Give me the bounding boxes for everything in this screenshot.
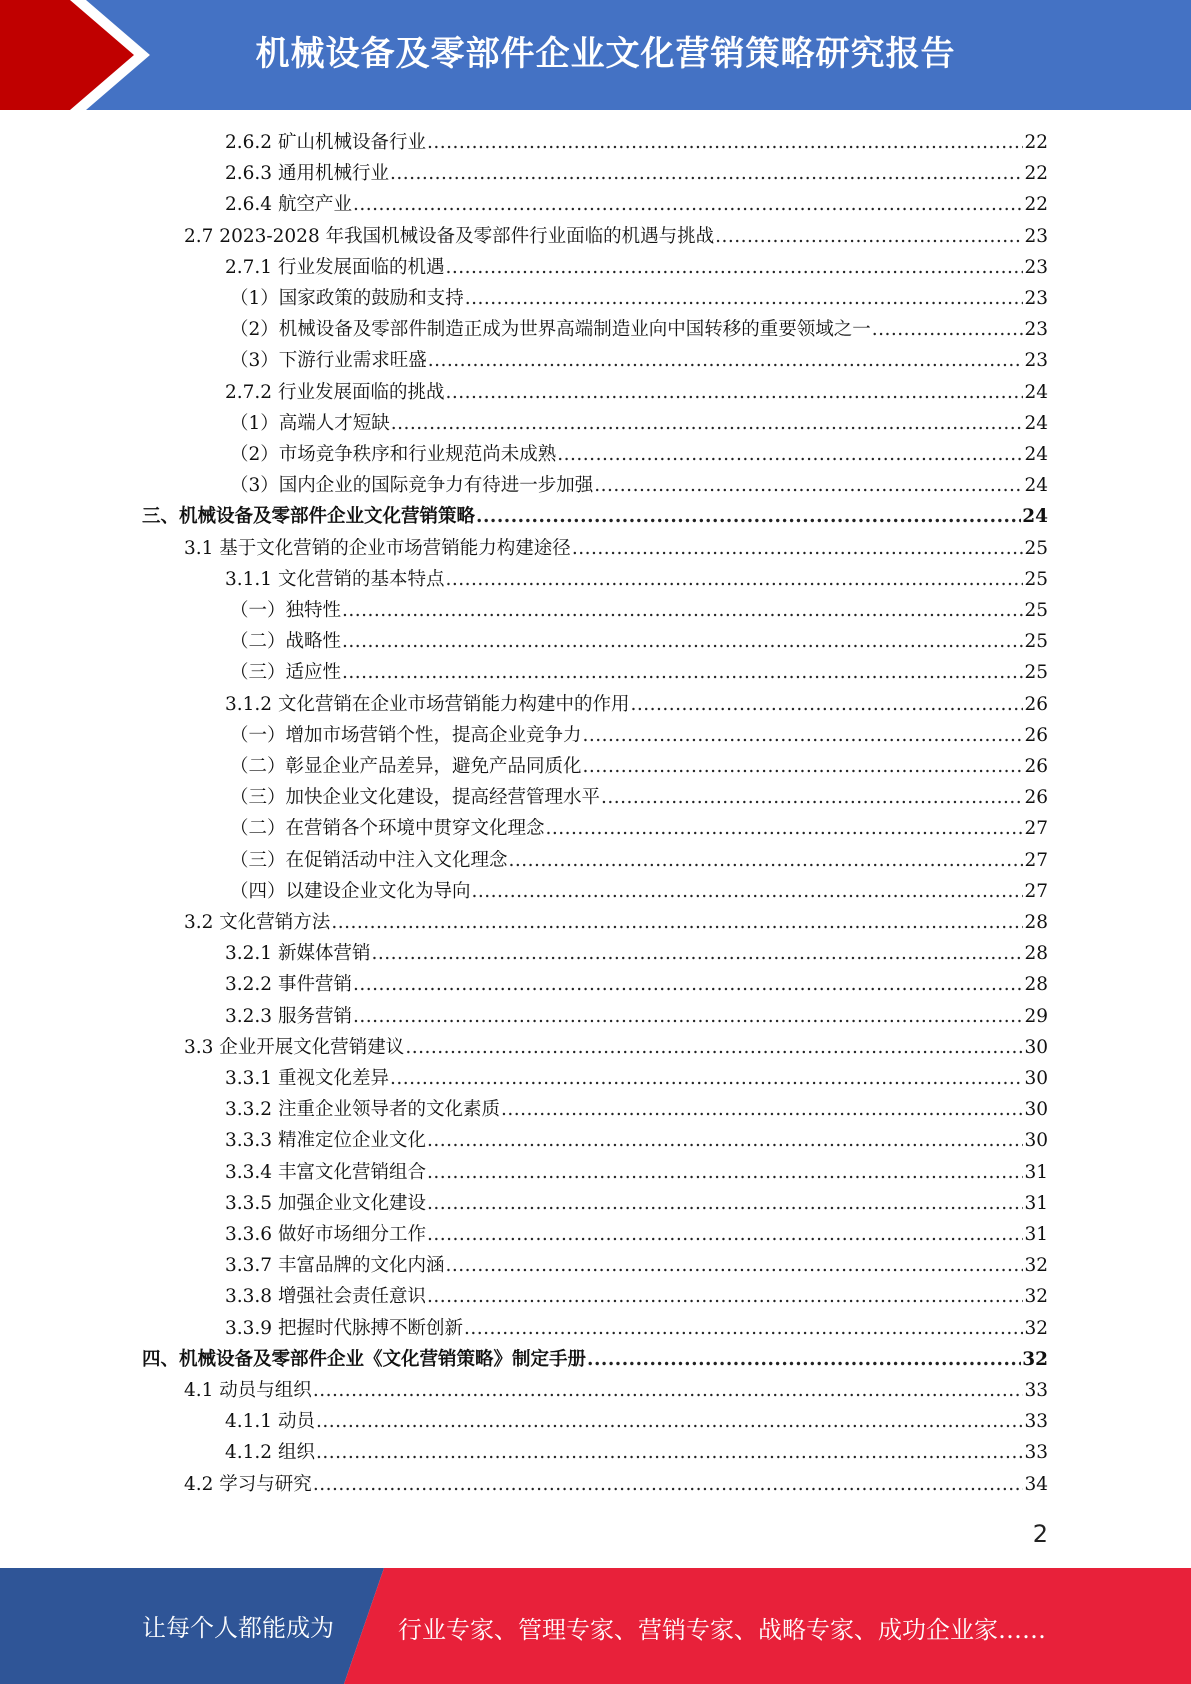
toc-leader-dots (316, 1437, 1024, 1468)
toc-leader-dots (342, 595, 1023, 626)
toc-entry-page: 30 (1024, 1099, 1048, 1120)
toc-leader-dots (572, 533, 1024, 564)
toc-leader-dots (445, 377, 1023, 408)
toc-leader-dots (331, 907, 1023, 938)
toc-entry-page: 23 (1024, 319, 1048, 340)
toc-entry-label: （3）下游行业需求旺盛 (230, 350, 427, 371)
toc-entry[interactable] (225, 252, 1048, 283)
toc-entry[interactable] (230, 408, 1048, 439)
toc-entry-label: 3.3.2 注重企业领导者的文化素质 (225, 1099, 500, 1120)
toc-entry-label: （一）增加市场营销个性，提高企业竞争力 (230, 725, 582, 746)
toc-entry[interactable] (142, 501, 1048, 532)
toc-leader-dots (594, 470, 1023, 501)
toc-entry-page: 32 (1024, 1286, 1048, 1307)
toc-leader-dots (601, 782, 1023, 813)
toc-entry-label: （1）国家政策的鼓励和支持 (230, 288, 464, 309)
toc-entry-label: 3.3.3 精准定位企业文化 (225, 1130, 426, 1151)
toc-entry-label: 3.3.7 丰富品牌的文化内涵 (225, 1255, 445, 1276)
toc-entry-label: 3.3.4 丰富文化营销组合 (225, 1162, 426, 1183)
footer-slogan-left: 让每个人都能成为 (142, 1614, 334, 1642)
toc-leader-dots (715, 221, 1023, 252)
toc-entry-label: （四）以建设企业文化为导向 (230, 881, 471, 902)
toc-entry-page: 27 (1024, 850, 1048, 871)
toc-entry[interactable] (225, 1250, 1048, 1281)
toc-entry[interactable] (230, 345, 1048, 376)
toc-leader-dots (405, 1032, 1023, 1063)
toc-leader-dots (501, 1094, 1023, 1125)
toc-entry[interactable] (230, 283, 1048, 314)
toc-leader-dots (546, 813, 1024, 844)
toc-entry[interactable] (230, 470, 1048, 501)
toc-entry-page: 26 (1024, 725, 1048, 746)
toc-entry-page: 32 (1024, 1318, 1048, 1339)
toc-entry-label: 3.1 基于文化营销的企业市场营销能力构建途径 (184, 538, 571, 559)
toc-entry-page: 25 (1024, 631, 1048, 652)
toc-entry[interactable] (225, 127, 1048, 158)
toc-entry-label: 3.2.2 事件营销 (225, 974, 352, 995)
toc-entry-label: 2.6.4 航空产业 (225, 194, 352, 215)
toc-entry[interactable] (225, 158, 1048, 189)
toc-entry-label: （3）国内企业的国际竞争力有待进一步加强 (230, 475, 594, 496)
toc-entry-page: 34 (1024, 1474, 1048, 1495)
toc-entry-page: 25 (1024, 538, 1048, 559)
toc-leader-dots (390, 158, 1023, 189)
toc-entry-label: 4.2 学习与研究 (184, 1474, 312, 1495)
toc-entry-page: 25 (1024, 662, 1048, 683)
toc-leader-dots (371, 938, 1023, 969)
toc-entry-page: 24 (1024, 382, 1048, 403)
toc-entry[interactable] (225, 1094, 1048, 1125)
toc-entry-label: 2.6.2 矿山机械设备行业 (225, 132, 426, 153)
toc-entry-label: （二）战略性 (230, 631, 342, 652)
toc-leader-dots (509, 845, 1024, 876)
toc-leader-dots (427, 1157, 1023, 1188)
toc-entry-page: 31 (1024, 1224, 1048, 1245)
toc-entry-label: 2.7.2 行业发展面临的挑战 (225, 382, 445, 403)
toc-entry[interactable] (225, 1125, 1048, 1156)
toc-leader-dots (472, 876, 1024, 907)
toc-entry[interactable] (230, 657, 1048, 688)
toc-leader-dots (342, 626, 1023, 657)
toc-entry-page: 32 (1024, 1255, 1048, 1276)
toc-entry-page: 22 (1024, 163, 1048, 184)
toc-entry-label: （1）高端人才短缺 (230, 413, 390, 434)
toc-entry-label: （三）适应性 (230, 662, 342, 683)
toc-entry-page: 23 (1024, 350, 1048, 371)
toc-entry-label: （2）机械设备及零部件制造正成为世界高端制造业向中国转移的重要领域之一 (230, 319, 871, 340)
toc-entry-page: 31 (1024, 1193, 1048, 1214)
toc-entry-label: 2.6.3 通用机械行业 (225, 163, 389, 184)
toc-entry[interactable] (225, 1157, 1048, 1188)
toc-entry[interactable] (184, 533, 1048, 564)
toc-entry-label: 3.2.3 服务营销 (225, 1006, 352, 1027)
toc-entry-page: 33 (1024, 1380, 1048, 1401)
toc-entry-label: 2.7.1 行业发展面临的机遇 (225, 257, 445, 278)
toc-leader-dots (476, 501, 1021, 532)
toc-entry[interactable] (225, 938, 1048, 969)
toc-entry-page: 27 (1024, 818, 1048, 839)
toc-leader-dots (427, 1219, 1023, 1250)
toc-entry[interactable] (184, 221, 1048, 252)
toc-entry[interactable] (184, 1375, 1048, 1406)
toc-leader-dots (583, 751, 1024, 782)
toc-leader-dots (313, 1469, 1024, 1500)
toc-entry-page: 26 (1024, 787, 1048, 808)
toc-entry-page: 31 (1024, 1162, 1048, 1183)
toc-entry-label: 3.3.9 把握时代脉搏不断创新 (225, 1318, 463, 1339)
toc-entry-page: 22 (1024, 194, 1048, 215)
toc-entry-page: 29 (1024, 1006, 1048, 1027)
toc-leader-dots (465, 283, 1024, 314)
toc-entry[interactable] (184, 1032, 1048, 1063)
toc-leader-dots (427, 127, 1023, 158)
toc-leader-dots (427, 1281, 1023, 1312)
toc-entry[interactable] (225, 1406, 1048, 1437)
toc-entry[interactable] (225, 1188, 1048, 1219)
toc-leader-dots (316, 1406, 1024, 1437)
toc-entry-page: 30 (1024, 1037, 1048, 1058)
toc-entry-label: 2.7 2023-2028 年我国机械设备及零部件行业面临的机遇与挑战 (184, 226, 715, 247)
toc-entry-page: 25 (1024, 569, 1048, 590)
toc-leader-dots (872, 314, 1024, 345)
toc-entry-label: 四、机械设备及零部件企业《文化营销策略》制定手册 (142, 1349, 587, 1370)
toc-entry-label: （一）独特性 (230, 600, 342, 621)
toc-entry[interactable] (142, 1344, 1048, 1375)
toc-entry-page: 28 (1024, 912, 1048, 933)
toc-entry-page: 23 (1024, 226, 1048, 247)
toc-entry-label: 4.1.2 组织 (225, 1442, 315, 1463)
toc-entry-label: （二）彰显企业产品差异，避免产品同质化 (230, 756, 582, 777)
toc-leader-dots (428, 345, 1024, 376)
toc-entry-page: 24 (1024, 444, 1048, 465)
toc-entry-page: 25 (1024, 600, 1048, 621)
toc-entry[interactable] (225, 377, 1048, 408)
toc-entry-label: （2）市场竞争秩序和行业规范尚未成熟 (230, 444, 557, 465)
toc-entry-page: 26 (1024, 756, 1048, 777)
toc-entry-label: （三）在促销活动中注入文化理念 (230, 850, 508, 871)
toc-entry[interactable] (184, 907, 1048, 938)
toc-entry-label: 4.1 动员与组织 (184, 1380, 312, 1401)
toc-entry[interactable] (225, 1219, 1048, 1250)
toc-leader-dots (583, 720, 1024, 751)
toc-leader-dots (445, 1250, 1023, 1281)
toc-entry[interactable] (230, 876, 1048, 907)
toc-entry-page: 33 (1024, 1411, 1048, 1432)
toc-entry-page: 23 (1024, 257, 1048, 278)
toc-entry[interactable] (230, 751, 1048, 782)
toc-leader-dots (390, 1063, 1023, 1094)
toc-entry[interactable] (225, 969, 1048, 1000)
toc-entry-label: 3.1.1 文化营销的基本特点 (225, 569, 445, 590)
toc-entry-page: 33 (1024, 1442, 1048, 1463)
toc-entry-label: 3.3.5 加强企业文化建设 (225, 1193, 426, 1214)
toc-entry-page: 22 (1024, 132, 1048, 153)
toc-leader-dots (353, 969, 1024, 1000)
toc-entry-page: 26 (1024, 694, 1048, 715)
toc-leader-dots (353, 189, 1024, 220)
toc-entry-page: 30 (1024, 1130, 1048, 1151)
toc-entry-label: 三、机械设备及零部件企业文化营销策略 (142, 506, 476, 527)
toc-entry-label: 3.2.1 新媒体营销 (225, 943, 371, 964)
toc-entry-label: 3.2 文化营销方法 (184, 912, 331, 933)
page-header (0, 0, 1191, 110)
toc-entry[interactable] (230, 439, 1048, 470)
toc-leader-dots (445, 252, 1023, 283)
toc-entry-page: 28 (1024, 943, 1048, 964)
toc-entry-page: 24 (1024, 475, 1048, 496)
toc-entry-label: （二）在营销各个环境中贯穿文化理念 (230, 818, 545, 839)
toc-entry[interactable] (230, 595, 1048, 626)
toc-entry[interactable] (225, 1281, 1048, 1312)
toc-leader-dots (353, 1001, 1024, 1032)
toc-leader-dots (427, 1125, 1023, 1156)
toc-entry-page: 27 (1024, 881, 1048, 902)
toc-entry-label: 3.1.2 文化营销在企业市场营销能力构建中的作用 (225, 694, 630, 715)
report-title: 机械设备及零部件企业文化营销策略研究报告 (255, 34, 956, 74)
page-footer (0, 1568, 1191, 1684)
footer-slogan-right: 行业专家、管理专家、营销专家、战略专家、成功企业家…… (398, 1616, 1046, 1644)
toc-leader-dots (391, 408, 1024, 439)
toc-entry[interactable] (225, 1437, 1048, 1468)
toc-leader-dots (557, 439, 1023, 470)
toc-entry-label: 4.1.1 动员 (225, 1411, 315, 1432)
toc-leader-dots (445, 564, 1023, 595)
toc-entry-page: 24 (1022, 506, 1048, 527)
toc-entry-page: 23 (1024, 288, 1048, 309)
toc-entry[interactable] (230, 626, 1048, 657)
toc-entry[interactable] (230, 813, 1048, 844)
toc-entry[interactable] (230, 720, 1048, 751)
toc-leader-dots (464, 1313, 1023, 1344)
toc-leader-dots (342, 657, 1023, 688)
toc-entry-label: （三）加快企业文化建设，提高经营管理水平 (230, 787, 601, 808)
toc-leader-dots (587, 1344, 1021, 1375)
toc-entry[interactable] (184, 1469, 1048, 1500)
toc-entry-page: 24 (1024, 413, 1048, 434)
toc-entry-page: 30 (1024, 1068, 1048, 1089)
toc-entry-page: 28 (1024, 974, 1048, 995)
toc-entry[interactable] (230, 314, 1048, 345)
toc-entry-label: 3.3.1 重视文化差异 (225, 1068, 389, 1089)
toc-entry[interactable] (225, 189, 1048, 220)
toc-leader-dots (313, 1375, 1024, 1406)
toc-entry-label: 3.3.8 增强社会责任意识 (225, 1286, 426, 1307)
toc-entry[interactable] (225, 689, 1048, 720)
toc-entry-page: 32 (1022, 1349, 1048, 1370)
toc-entry-label: 3.3.6 做好市场细分工作 (225, 1224, 426, 1245)
toc-entry[interactable] (225, 1313, 1048, 1344)
toc-entry[interactable] (230, 845, 1048, 876)
toc-leader-dots (630, 689, 1023, 720)
toc-leader-dots (427, 1188, 1023, 1219)
toc-entry-label: 3.3 企业开展文化营销建议 (184, 1037, 405, 1058)
toc-entry[interactable] (230, 782, 1048, 813)
page-number: 2 (1032, 1520, 1048, 1548)
toc-entry[interactable] (225, 1063, 1048, 1094)
toc-entry[interactable] (225, 1001, 1048, 1032)
toc-entry[interactable] (225, 564, 1048, 595)
